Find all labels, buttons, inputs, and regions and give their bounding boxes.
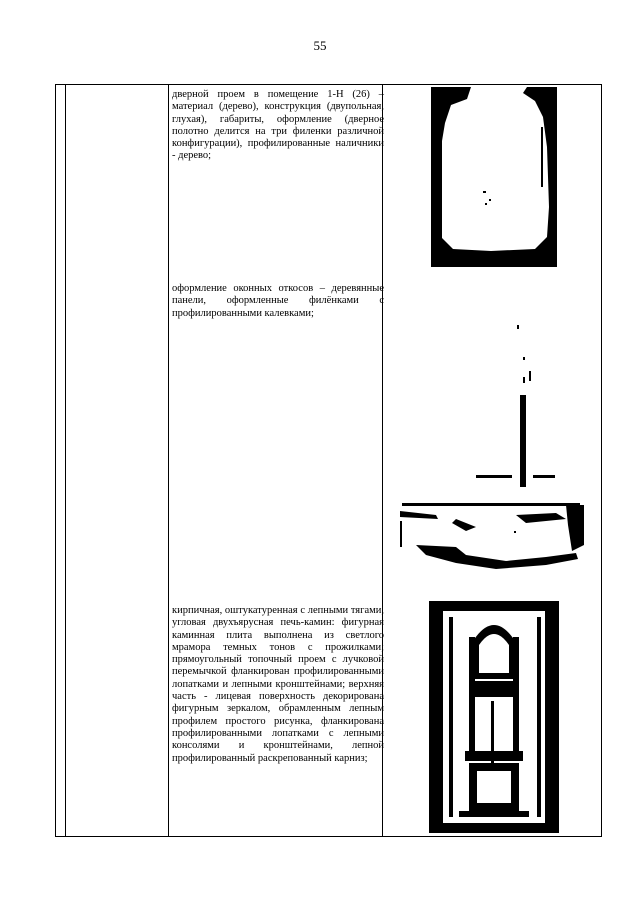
table-row-1-description: дверной проем в помещение 1-Н (26) – материал (дерево), конструкция (двупольная, глухая), габариты, оформление (дверное полотно делится на три филенки различной конфигурации), профилированные наличники - дерево; (172, 89, 384, 162)
stove-fireplace-photo (429, 601, 559, 833)
page-number: 55 (313, 38, 327, 53)
table-row-3-description: кирпичная, оштукатуренная с лепными тягами, угловая двухъярусная печь-камин: фигурная каминная плита выполнена из светлого мрамора темных тонов с прожилками; прямоугольный топочный проем с лучковой перемычкой фланкирован профилированными лопатками и лепными кронштейнами; верхняя часть - лицевая поверхность декорирована фигурным зеркалом, обрамленным лепным профилем простого рисунка, фланкирована профилированными лопатками с лепными консолями и кронштейнами, лепной профилированный раскрепованный карниз; (172, 605, 384, 764)
window-reveal-photo (396, 305, 586, 585)
table-column-divider (168, 85, 169, 836)
doorway-photo (431, 87, 557, 267)
table-row-2-description: оформление оконных откосов – деревянные панели, оформленные филёнками с профилированными калевками; (172, 283, 384, 319)
table-column-divider (65, 85, 66, 836)
description-table (55, 84, 602, 837)
